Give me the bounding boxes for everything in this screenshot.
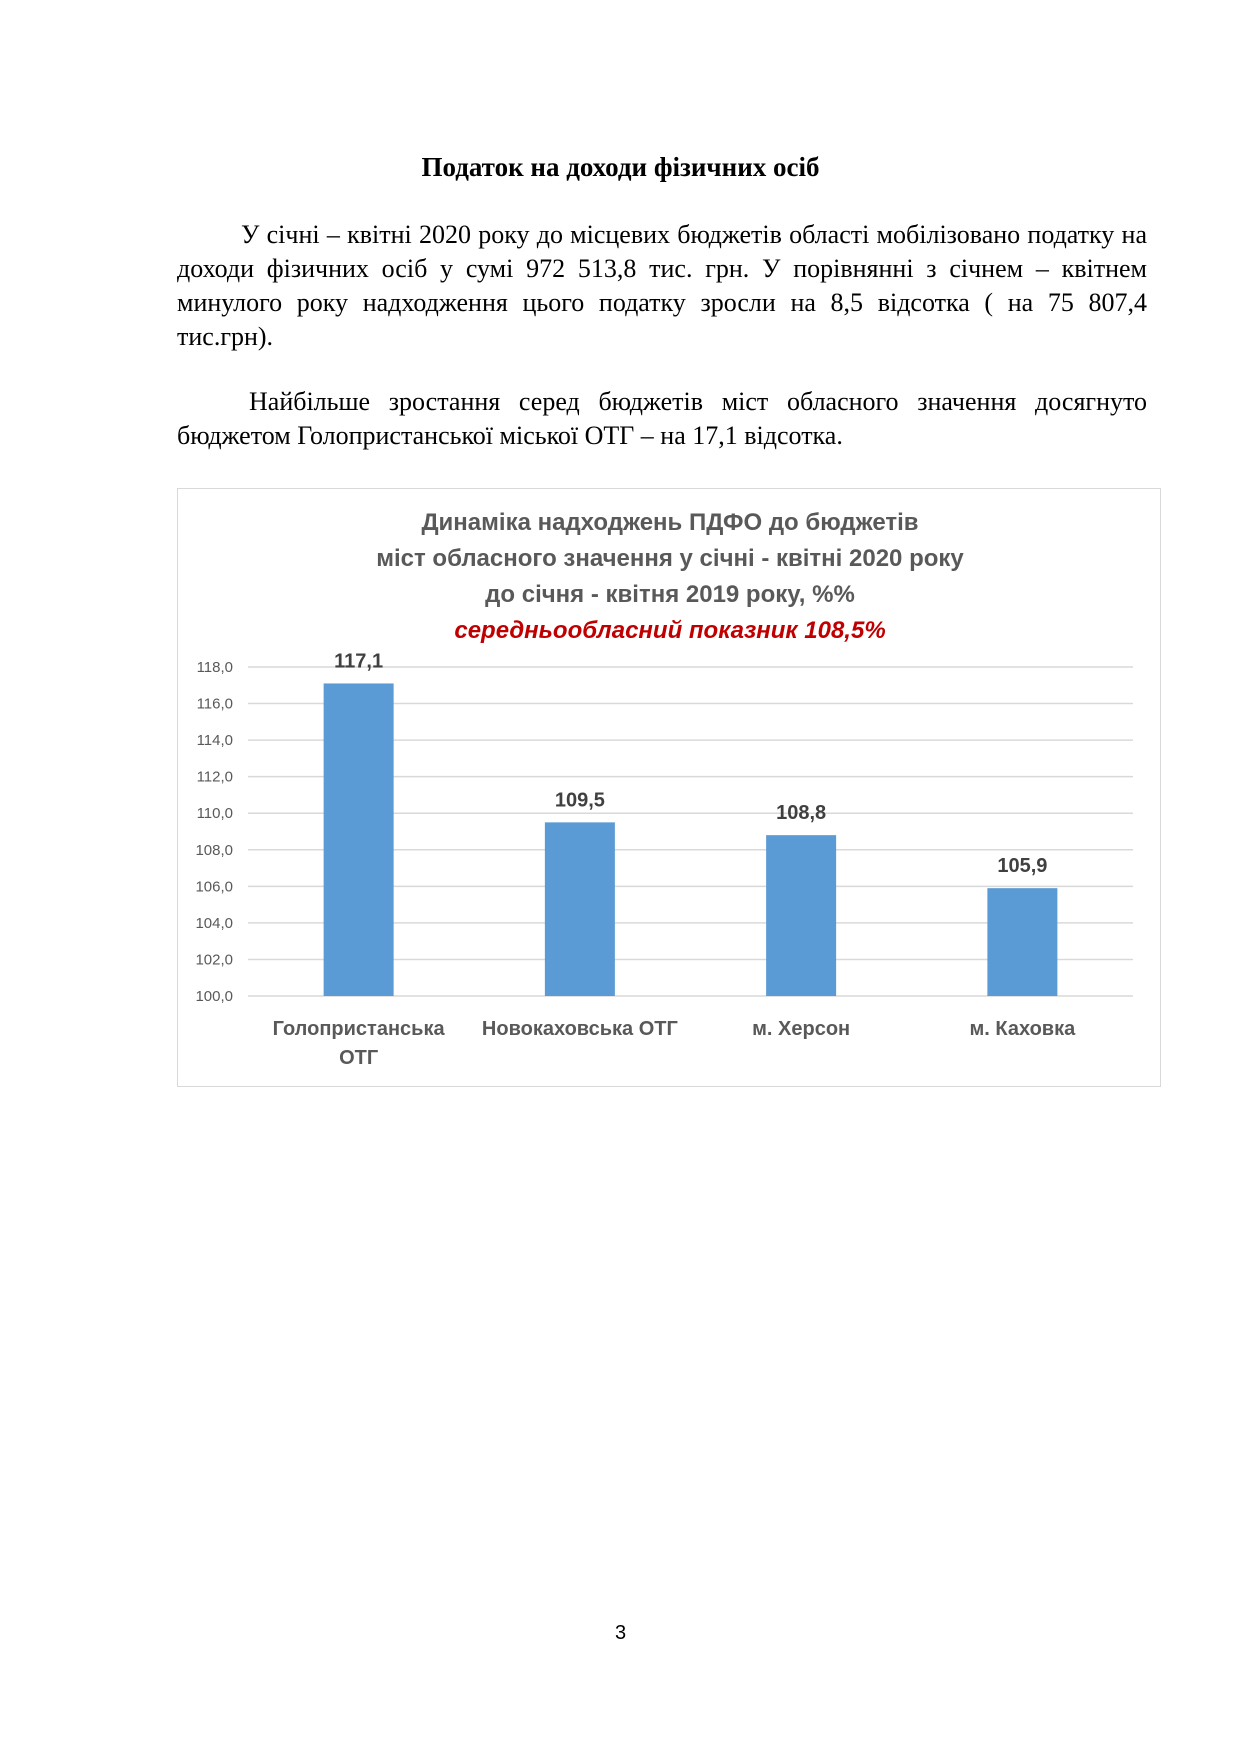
y-tick-label: 104,0	[195, 914, 233, 932]
y-tick-label: 118,0	[196, 659, 233, 676]
y-tick-label: 100,0	[195, 988, 233, 1005]
data-label: 117,1	[334, 650, 384, 673]
bar	[545, 822, 615, 996]
x-tick-label: ОТГ	[339, 1047, 379, 1069]
x-tick-label: м. Херсон	[752, 1018, 851, 1040]
data-label: 108,8	[776, 802, 827, 825]
chart-title-line: Динаміка надходжень ПДФО до бюджетів	[421, 509, 919, 536]
paragraph-1	[177, 218, 1147, 354]
data-label: 105,9	[997, 855, 1048, 878]
paragraph-2-text: Найбільше зростання серед бюджетів міст обласного значення досягнуто бюджетом Голопристанської міської ОТГ – на 17,1 відсотка.	[177, 387, 1147, 450]
page-number: 3	[614, 1622, 627, 1644]
chart-subtitle: середньообласний показник 108,5%	[454, 617, 886, 644]
y-tick-label: 102,0	[195, 951, 233, 969]
y-tick-label: 114,0	[196, 732, 233, 750]
chart-title-line: міст обласного значення у січні - квітні 2020 року	[376, 545, 964, 572]
bar	[766, 835, 836, 996]
bar	[324, 683, 394, 996]
x-tick-label: Голопристанська	[272, 1018, 445, 1040]
y-tick-label: 112,0	[196, 768, 233, 786]
y-tick-label: 110,0	[196, 805, 233, 823]
paragraph-2	[177, 385, 1147, 453]
paragraph-1-text: У січні – квітні 2020 року до місцевих бюджетів області мобілізовано податку на доходи фізичних осіб у сумі 972 513,8 тис. грн. У порівнянні з січнем – квітнем минулого року надходження цього податку зросли на 8,5 відсотка ( на 75 807,4 тис.грн).	[177, 220, 1147, 351]
y-tick-label: 106,0	[195, 878, 233, 896]
x-tick-label: Новокаховська ОТГ	[481, 1018, 678, 1040]
chart-canvas	[178, 489, 1162, 1088]
x-tick-label: м. Каховка	[969, 1018, 1076, 1040]
section-heading: Податок на доходи фізичних осіб	[421, 152, 820, 182]
bar	[987, 888, 1057, 996]
y-tick-label: 116,0	[196, 695, 233, 713]
chart-title-line: до січня - квітня 2019 року, %%	[485, 581, 855, 608]
data-label: 109,5	[554, 789, 605, 812]
bar-chart	[177, 488, 1161, 1087]
y-tick-label: 108,0	[195, 841, 233, 859]
